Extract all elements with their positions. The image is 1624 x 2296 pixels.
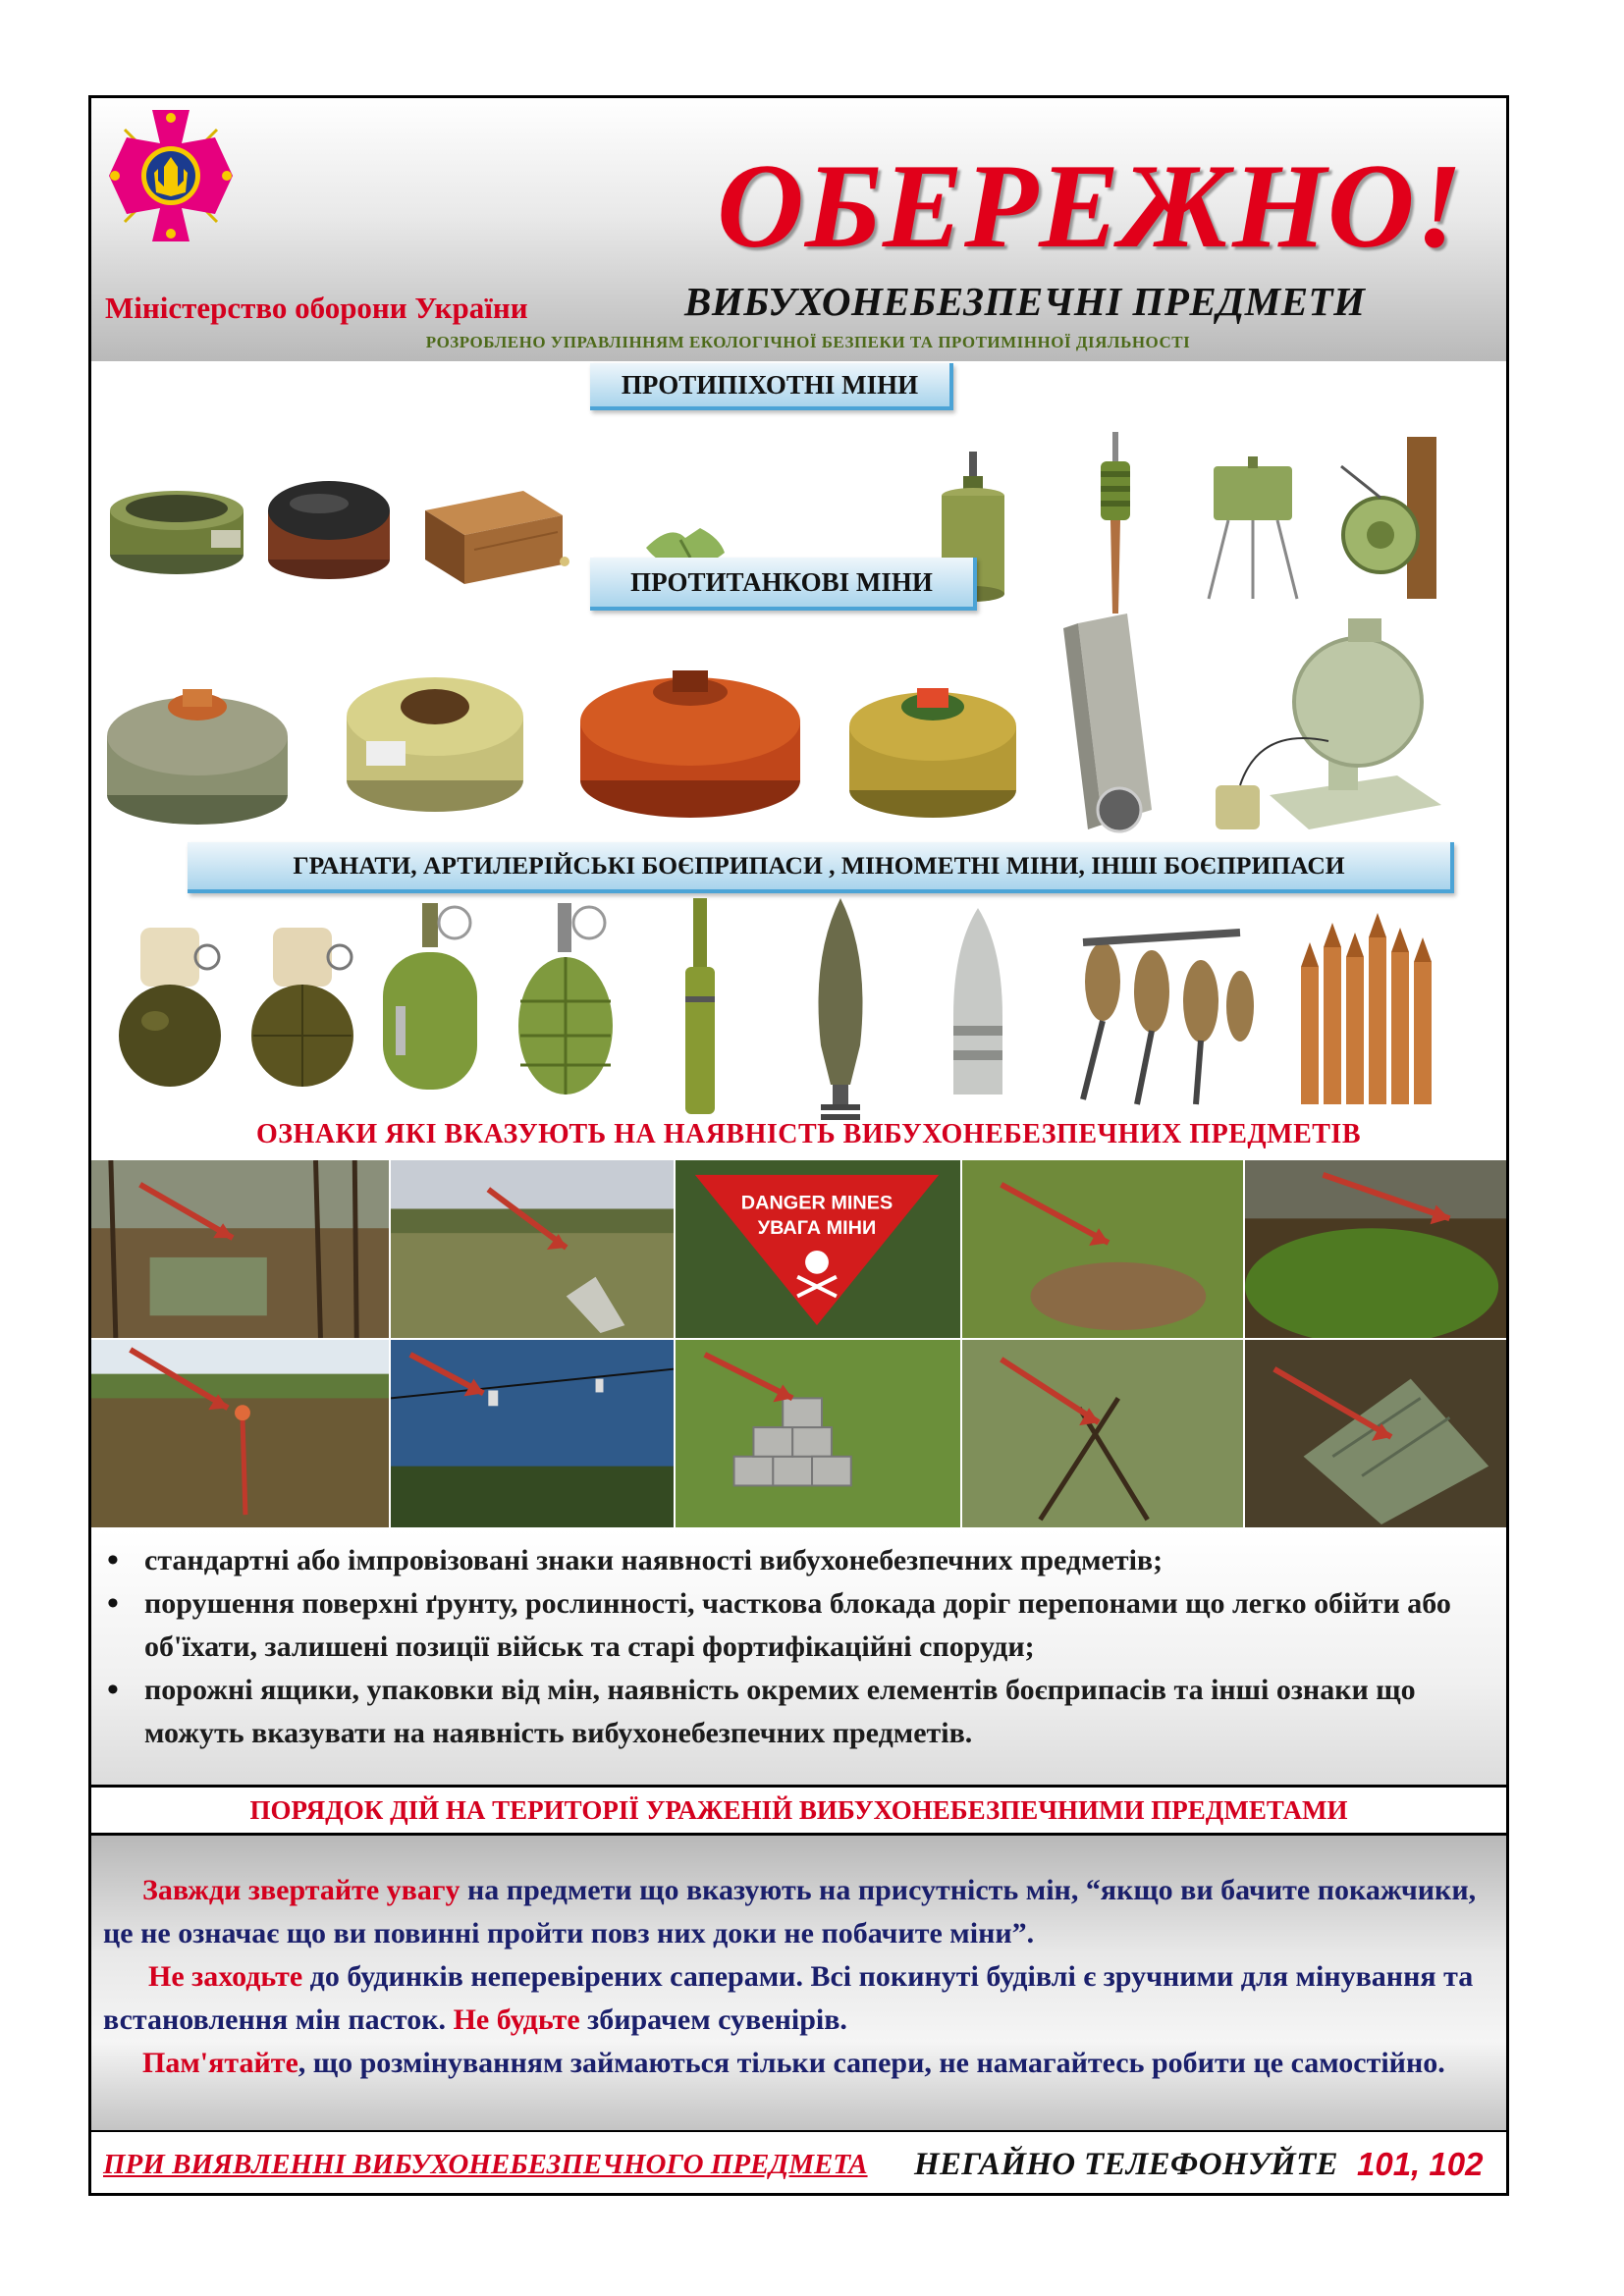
photo-stacked-bricks xyxy=(676,1340,962,1529)
section-label-antipersonnel: ПРОТИПІХОТНІ МІНИ xyxy=(590,363,953,410)
list-item: • порожні ящики, упаковки від мін, наявність окремих елементів боєприпасів та інші ознаки що можуть вказувати на наявність вибухонебезпечних предметів. xyxy=(103,1669,1467,1755)
photo-ammo-box xyxy=(1245,1340,1509,1529)
pomz-mine-icon xyxy=(1091,432,1140,618)
developer-credit: РОЗРОБЛЕНО УПРАВЛІННЯМ ЕКОЛОГІЧНОЇ БЕЗПЕКИ ТА ПРОТИМІННОЇ ДІЯЛЬНОСТІ xyxy=(425,333,1191,351)
tm57-mine-icon xyxy=(337,658,533,825)
shell-mine-icon xyxy=(1058,614,1166,839)
footer-call: НЕГАЙНО ТЕЛЕФОНУЙТЕ xyxy=(914,2147,1338,2182)
procedure-rules xyxy=(91,1836,1506,2130)
tripwire-mine-icon xyxy=(1336,437,1444,604)
rule-text: до будинків неперевірених саперами. Всі покинуті будівлі є зручними для мінування та встановлення мін пасток. xyxy=(103,1960,1474,2036)
rule-paragraph-2 xyxy=(103,1955,1487,2042)
pmn-mine-icon xyxy=(103,471,250,589)
rgd5-grenade-icon xyxy=(111,928,229,1095)
sign-text-ua: УВАГА МІНИ xyxy=(757,1217,877,1240)
rule-emphasis: Не заходьте xyxy=(148,1960,303,1993)
page-title: ОБЕРЕЖНО! xyxy=(717,138,1464,273)
mon-mine-icon xyxy=(1199,456,1307,604)
warning-signs-photo-grid xyxy=(91,1160,1509,1529)
photo-overgrown-position xyxy=(1245,1160,1509,1340)
sign-text-en: DANGER MINES xyxy=(740,1192,893,1214)
photo-crossed-sticks xyxy=(962,1340,1245,1529)
emergency-numbers: 101, 102 xyxy=(1357,2146,1484,2182)
rule-emphasis: Пам'ятайте xyxy=(142,2047,298,2079)
signs-section-title: ОЗНАКИ ЯКІ ВКАЗУЮТЬ НА НАЯВНІСТЬ ВИБУХОНЕБЕЗПЕЧНИХ ПРЕДМЕТІВ xyxy=(255,1119,1362,1149)
photo-danger-sign xyxy=(676,1160,962,1340)
rpg7-rockets-icon xyxy=(1063,903,1260,1109)
tm83-mine-icon xyxy=(1201,609,1446,844)
wooden-box-mine-icon xyxy=(415,471,572,594)
munitions-row xyxy=(91,898,1506,1124)
photo-marker-stick xyxy=(91,1340,391,1529)
signs-list xyxy=(103,1539,1467,1755)
section-label-antitank: ПРОТИТАНКОВІ МІНИ xyxy=(590,558,977,611)
ministry-name: Міністерство оборони України xyxy=(105,291,528,325)
black-mine-icon xyxy=(260,466,398,589)
list-item: • стандартні або імпровізовані знаки наявності вибухонебезпечних предметів; xyxy=(103,1539,1467,1582)
ministry-emblem-icon xyxy=(103,104,239,247)
section-label-munitions: ГРАНАТИ, АРТИЛЕРІЙСЬКІ БОЄПРИПАСИ , МІНОМЕТНІ МІНИ, ІНШІ БОЄПРИПАСИ xyxy=(188,842,1454,893)
poster xyxy=(88,95,1509,2196)
footer-warning: ПРИ ВИЯВЛЕННІ ВИБУХОНЕБЕЗПЕЧНОГО ПРЕДМЕТА xyxy=(103,2149,868,2180)
list-item: • порушення поверхні ґрунту, рослинності, часткова блокада доріг перепонами що легко обійти або об'їхати, залишені позиції військ та старі фортифікаційні споруди; xyxy=(103,1582,1467,1669)
signs-description xyxy=(91,1529,1506,1785)
rgd5-textured-grenade-icon xyxy=(244,928,361,1095)
rpg-grenade-icon xyxy=(671,898,730,1124)
rule-emphasis: Не будьте xyxy=(453,2003,580,2036)
photo-disturbed-soil xyxy=(962,1160,1245,1340)
header xyxy=(91,98,1506,361)
rgo-grenade-icon xyxy=(371,898,489,1104)
photo-bunker xyxy=(91,1160,391,1340)
procedure-title: ПОРЯДОК ДІЙ НА ТЕРИТОРІЇ УРАЖЕНІЙ ВИБУХОНЕБЕЗПЕЧНИМИ ПРЕДМЕТАМИ xyxy=(91,1785,1506,1836)
rule-paragraph-1 xyxy=(103,1869,1487,1955)
red-antitank-mine-icon xyxy=(572,653,808,825)
rule-text: , що розмінуванням займаються тільки сапери, не намагайтесь робити це самостійно. xyxy=(298,2047,1445,2079)
artillery-shell-icon xyxy=(944,908,1012,1104)
mortar-round-icon xyxy=(806,898,875,1124)
tm-green-mine-icon xyxy=(842,672,1024,829)
rule-text: збирачем сувенірів. xyxy=(579,2003,847,2036)
rule-text: на предмети що вказують на присутність мін, “якщо ви бачите покажчики, це не означає що ви повинні пройти повз них доки не побачите міни”. xyxy=(103,1874,1477,1949)
emergency-footer xyxy=(91,2130,1506,2196)
rule-paragraph-3 xyxy=(103,2042,1487,2085)
photo-wire-marker xyxy=(391,1340,676,1529)
ammunition-cartridges-icon xyxy=(1296,908,1443,1109)
photo-field-debris xyxy=(391,1160,676,1340)
f1-grenade-icon xyxy=(509,898,622,1104)
tm62-mine-icon xyxy=(99,667,296,844)
page-subtitle: ВИБУХОНЕБЕЗПЕЧНІ ПРЕДМЕТИ xyxy=(684,279,1366,324)
rule-emphasis: Завжди звертайте увагу xyxy=(142,1874,460,1906)
